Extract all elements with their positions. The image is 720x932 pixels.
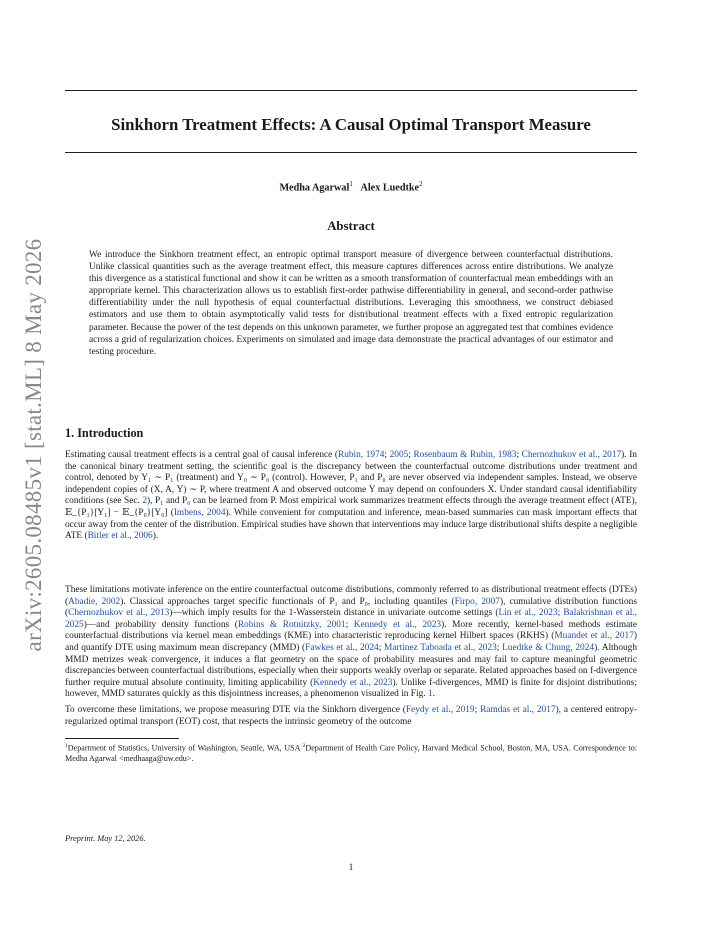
affiliation-marker: 1 (349, 180, 353, 188)
abstract-heading: Abstract (327, 219, 375, 233)
affiliation-marker: 2 (419, 180, 423, 188)
citation-link[interactable]: Balakrishnan et al., 2025 (65, 608, 637, 630)
paper-title: Sinkhorn Treatment Effects: A Causal Optimal Transport Measure (111, 115, 591, 134)
section-heading-introduction: 1. Introduction (65, 426, 144, 440)
affiliation-footnote (65, 741, 637, 765)
text-run: ; (384, 450, 390, 460)
text-run: ) and quantify DTE using maximum mean discrepancy (MMD) ( (65, 631, 637, 653)
paragraph (65, 585, 637, 701)
figure-reference-link[interactable]: 1 (427, 689, 433, 700)
text-run: ). (152, 531, 159, 542)
footnote-text: Department of Statistics, University of Washington, Seattle, WA, USA (67, 743, 303, 753)
citation-link[interactable]: Kennedy et al., 2023 (313, 677, 393, 688)
paragraph (65, 450, 637, 543)
text-run: These limitations motivate inference on the entire counterfactual outcome distributions, commonly referred to as distributional treatment effects (DTEs) ( (65, 585, 637, 607)
text-run: ). Although MMD metrizes weak convergence, it induces a flat geometry on the space of probability measures and may fail to capture meaningful geometric discrepancies between counterfactual distributions, especially when their supports weakly overlap or separate. Related approaches based on f-divergence further require mutual absolute continuity, limiting applicability ( (65, 642, 638, 688)
text-run: ; (474, 705, 481, 715)
author-name: Medha Agarwal (279, 182, 350, 194)
title-top-rule (65, 90, 637, 91)
citation-link[interactable]: Luedtke & Chung, 2024 (502, 642, 595, 653)
text-run: ), cumulative distribution functions ( (65, 596, 637, 619)
text-run: )—and probability density functions ( (83, 619, 238, 630)
author-list (65, 177, 637, 195)
citation-link[interactable]: Ramdas et al., 2017 (480, 705, 556, 715)
text-run: )—which imply results for the 1-Wasserstein distance in univariate outcome settings ( (169, 608, 499, 619)
text-run: ), P₁ and P₀ can be learned from P. Most empirical work summarizes treatment effects through the average treatment effect (ATE), 𝔼_{P₁}[Y₁] − 𝔼_{P₀}[Y₀] ( (65, 496, 637, 518)
text-run: ). More recently, kernel-based methods estimate counterfactual distributions via kernel mean embeddings (KME) into characteristic reproducing kernel Hilbert spaces (RKHS) ( (65, 619, 638, 642)
citation-link[interactable]: Abadie, 2002 (68, 596, 121, 607)
text-run: . (432, 689, 435, 700)
affiliation-marker: 2 (302, 743, 306, 749)
text-run: Estimating causal treatment effects is a central goal of causal inference ( (65, 450, 338, 460)
preprint-date: Preprint. May 12, 2026. (65, 834, 146, 843)
text-run: ; (408, 450, 414, 460)
text-run: ; (516, 450, 522, 460)
text-run: ; (345, 619, 354, 630)
text-run: ). Unlike f-divergences, MMD is finite for disjoint distributions; however, MMD saturates quickly as this disjointness increases, a phenomenon visualized in Fig. (65, 677, 637, 700)
citation-link[interactable]: Chernozhukov et al., 2013 (68, 608, 170, 619)
citation-link[interactable]: Rosenbaum & Rubin, 1983 (413, 450, 517, 460)
citation-link[interactable]: Feydy et al., 2019 (405, 705, 475, 715)
footnote-text: Department of Health Care Policy, Harvard Medical School, Boston, MA, USA. Correspondence to: Medha Agarwal <medhaaga@uw.edu>. (65, 743, 637, 764)
page-number: 1 (348, 863, 354, 873)
text-run: ; (378, 642, 385, 653)
text-run: ). In the canonical binary treatment setting, the scientific goal is the discrepancy between the counterfactual outcome distributions under treatment and control, denoted by Y₁ ∼ P₁ (treatment) and Y₀ ∼ P₀ (control). However, P₁ and P₀ are never observed via independent samples. Instead, we observe independent copies of (X, A, Y) ∼ P, where treatment A and observed outcome Y may depend on confounders X. Under standard causal identifiability conditions (see Sec. (65, 450, 637, 507)
citation-link[interactable]: Rubin, 1974 (337, 450, 385, 460)
affiliation-marker: 1 (65, 743, 68, 749)
citation-link[interactable]: Martinez Taboada et al., 2023 (384, 642, 497, 653)
citation-link[interactable]: Imbens, 2004 (173, 507, 226, 518)
citation-link[interactable]: Muandet et al., 2017 (554, 631, 634, 642)
text-run: ). Classical approaches target specific functionals of P₁ and P₀, including quantiles ( (120, 596, 455, 607)
citation-link[interactable]: Firpo, 2007 (454, 596, 500, 607)
citation-link[interactable]: Bitler et al., 2006 (87, 531, 153, 542)
text-run: ; (557, 608, 564, 619)
text-run: ). While convenient for computation and inference, mean-based summaries can mask important effects that occur away from the center of the distribution. Empirical studies have shown that interventions may induce large distributional shifts despite a negligible ATE ( (65, 507, 638, 542)
arxiv-identifier-stamp: arXiv:2605.08485v1 [stat.ML] 8 May 2026 (21, 238, 46, 652)
citation-link[interactable]: Fawkes et al., 2024 (305, 642, 379, 653)
text-run: To overcome these limitations, we propose measuring DTE via the Sinkhorn divergence ( (65, 705, 406, 715)
citation-link[interactable]: Lin et al., 2023 (498, 608, 558, 619)
text-run: ), a centered entropy-regularized optimal transport (EOT) cost, that respects the intrinsic geometry of the outcome (65, 705, 637, 727)
citation-link[interactable]: Chernozhukov et al., 2017 (521, 450, 622, 460)
citation-link[interactable]: Kennedy et al., 2023 (353, 619, 442, 630)
text-run: ; (496, 642, 503, 653)
author-name: Alex Luedtke (360, 182, 420, 194)
section-reference-link[interactable]: 2 (142, 496, 148, 507)
title-bottom-rule (65, 152, 637, 153)
footnote-rule (65, 738, 179, 739)
paragraph (65, 705, 637, 728)
abstract-text: We introduce the Sinkhorn treatment effect, an entropic optimal transport measure of divergence between counterfactual distributions. Unlike classical quantities such as the average treatment effect, this measure captures differences across entire distributions. We analyze this divergence as a statistical functional and show it can be written as a smooth transformation of counterfactual mean embeddings with an appropriate kernel. This characterization allows us to establish first-order pathwise differentiability in general, and second-order pathwise differentiability under the null hypothesis of equal counterfactual distributions. Leveraging this smoothness, we construct debiased estimators and use them to obtain asymptotically valid tests for distributional treatment effects with a fixed entropic regularization parameter. Because the power of the test depends on this unknown parameter, we further propose an aggregated test that combines evidence across a grid of regularization choices. Experiments on simulated and image data demonstrate the practical advantages of our estimator and testing procedure. (89, 250, 613, 357)
citation-link[interactable]: Robins & Rotnitzky, 2001 (237, 619, 346, 630)
citation-link[interactable]: 2005 (389, 450, 409, 460)
